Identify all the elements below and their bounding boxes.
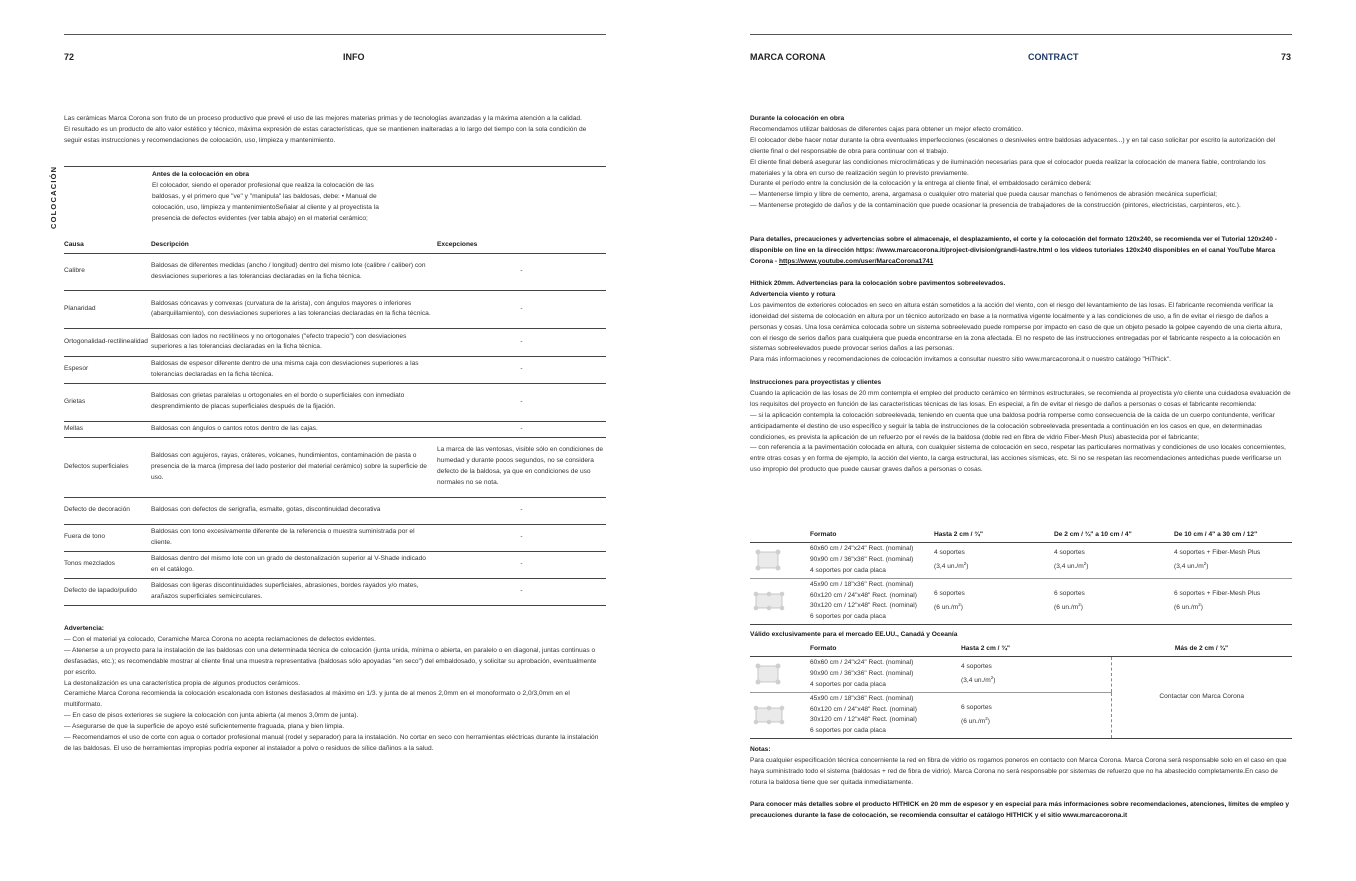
header-excepciones: Excepciones (437, 240, 606, 253)
cell-value: 4 soportes (3,4 $un./m^2$) (961, 656, 1111, 692)
cell-causa: Grietas (64, 383, 151, 421)
table-row (64, 290, 606, 328)
cell-excepciones: - (437, 497, 606, 524)
cell-causa: Ortogonalidad-rectilinealidad (64, 328, 151, 356)
instructions-line: — con referencia a la pavimentación colocada en altura, con cualquier sistema de colocación en seco, respetar las particulares normativas y condiciones de uso locales concernientes, entre otras cosas y en forma de ejemplo, la acción del viento, la carga estructural, las acciones sísmicas, etc. Si no se respetan las recomendaciones antedichas puede verificarse un uso impropio del producto que puede causar graves daños a personas o cosas. (750, 444, 1286, 474)
format-line: 90x90 cm / 36"x36" Rect. (nominal) (810, 669, 914, 677)
cell-value: 6 soportes (6 $un./m^2$) (1054, 578, 1174, 625)
instructions-line: — si la aplicación contempla la colocación sobreelevada, teniendo en cuenta que una baldosa podría romperse como consecuencia de la caída de un cuerpo contundente, verificar anticipadamente el destino de uso específico y seguir la tabla de instrucciones de la colocación sobreelevada presentada a continuación en los casos en que, en determinadas condiciones, es prevista la aplicación de un refuerzo por el revés de la baldosa (doble red en fibra de vidrio Fiber-Mesh Plus) abastecida por el fabricante; (750, 411, 1275, 441)
cell-excepciones: - (437, 383, 606, 421)
cell-value: 4 soportes (3,4 $un./m^2$) (1054, 542, 1174, 578)
warning-line: — Asegurarse de que la superficie de apoyo esté suficientemente fraguada, plana y bien limpia. (64, 723, 345, 731)
header-10-30cm: De 10 cm / 4" a 30 cm / 12" (1174, 530, 1292, 542)
format-line: 4 soportes por cada placa (810, 680, 886, 688)
cell-excepciones: - (437, 524, 606, 551)
hithick-title: Hithick 20mm. Advertencias para la colocación sobre pavimentos sobreelevados. (750, 280, 1006, 287)
table-row (750, 656, 1292, 692)
cell-descripcion: Baldosas cóncavas y convexas (curvatura de la arista), con ángulos mayores o inferiores (abarquillamiento), con desviaciones superiores a las tolerancias declaradas en la ficha técnica. (151, 290, 437, 328)
rectangular-tile-icon (752, 590, 786, 612)
header-2-10cm: De 2 cm / ¾" a 10 cm / 4" (1054, 530, 1174, 542)
table-row (64, 328, 606, 356)
header-hasta-2cm: Hasta 2 cm / ¾" (961, 644, 1111, 656)
cell-value: 4 soportes + Fiber-Mesh Plus (3,4 $un./m^2$) (1174, 542, 1292, 578)
header-mas-2cm: Más de 2 cm / ¾" (1111, 644, 1292, 656)
during-block (750, 114, 1292, 212)
section-title: INFO (343, 52, 365, 62)
cell-causa: Espesor (64, 356, 151, 383)
cell-value: 6 soportes + Fiber-Mesh Plus (6 $un./m^2$) (1174, 578, 1292, 625)
table-row (64, 383, 606, 421)
cell-causa: Defectos superficiales (64, 437, 151, 497)
brand-name: MARCA CORONA (750, 52, 826, 62)
cell-excepciones: - (437, 253, 606, 290)
notes-text: Para cualquier especificación técnica concerniente la red en fibra de vidrio os rogamos poneros en contacto con Marca Corona. Marca Corona será responsable solo en el caso en que haya suministrado todo el sistema (baldosas + red de fibra de vidrio). Marca Corona no será responsable por sistemas de refuerzo que no ha abastecido completamente.En caso de rotura la baldosa tiene que ser quitada inmediatamente. (750, 756, 1287, 786)
format-line: 45x90 cm / 18"x36" Rect. (nominal) (810, 694, 914, 702)
warning-line: — Atenerse a un proyecto para la instalación de las baldosas con una determinada técnica de colocación (junta unida, mínima o abierta, en paralelo o en diagonal, juntas continuas o desfasadas, etc.); es recomendable mostrar al cliente final una muestra representativa (baldosas sólo apoyadas "en seco") del embaldosado, y solicitar su aprobación, eventualmente por escrito. (64, 646, 597, 676)
table-row (64, 551, 606, 578)
warning-line: — Con el material ya colocado, Ceramiche Marca Corona no acepta reclamaciones de defectos evidentes. (64, 635, 376, 643)
warning-block (64, 624, 606, 755)
header-formato: Formato (810, 644, 961, 656)
intro-paragraph: El resultado es un producto de alto valor estético y técnico, máxima expresión de estas características, que se mantienen inalteradas a lo largo del tiempo con la sola condición de seguir estas instrucciones y recomendaciones de colocación, uso, limpieza y mantenimiento. (64, 125, 587, 144)
cell-descripcion: Baldosas con grietas paralelas u ortogonales en el bordo o superficiales con inmediato desprendimiento de placas superficiales después de la fijación. (151, 383, 437, 421)
square-tile-icon (752, 663, 786, 685)
cell-causa: Mellas (64, 421, 151, 437)
notes-title: Notas: (750, 746, 771, 753)
table-header-row (750, 644, 1292, 656)
contact-cell: Contactar con Marca Corona (1111, 656, 1292, 738)
cell-descripcion: Baldosas con tono excesivamente diferente de la referencia o muestra suministrada por el cliente. (151, 524, 437, 551)
table-header-row (64, 240, 606, 253)
cell-descripcion: Baldosas con agujeros, rayas, cráteres, volcanes, hundimientos, contaminación de pasta o presencia de la marca (impresa del lado posterior del material cerámico) sobre la superficie de uso. (151, 437, 437, 497)
tile-diagram (750, 542, 810, 578)
final-note: Para conocer más detalles sobre el producto HITHICK en 20 mm de espesor y en especial para más informaciones sobre recomendaciones, atenciones, límites de empleo y precauciones durante la fase de colocación, se recomienda consultar el catálogo HITHICK y el sitio www.marcacorona.it (750, 801, 1290, 819)
hithick-block (750, 279, 1292, 366)
intro-text (64, 114, 606, 147)
format-list (810, 692, 961, 739)
cell-causa: Calibre (64, 253, 151, 290)
cell-excepciones: - (437, 328, 606, 356)
top-rule (750, 34, 1292, 35)
details-paragraph (750, 235, 1284, 268)
table-row (64, 578, 606, 605)
instructions-block (750, 378, 1292, 476)
format-list (810, 656, 961, 692)
format-line: 6 soportes por cada placa (810, 727, 886, 735)
wind-title: Advertencia viento y rotura (750, 290, 836, 298)
format-line: 30x120 cm / 12"x48" Rect. (nominal) (810, 602, 917, 610)
cell-excepciones: - (437, 551, 606, 578)
cell-causa: Defecto de lapado/pulido (64, 578, 151, 605)
during-line: Durante el período entre la conclusión de la colocación y la entrega al cliente final, el embaldosado cerámico deberá: (750, 180, 1092, 188)
cell-causa: Defecto de decoración (64, 497, 151, 524)
us-market-table (750, 644, 1292, 739)
youtube-link[interactable]: https://www.youtube.com/user/MarcaCorona1741 (778, 257, 934, 265)
during-line: — Mantenerse limpio y libre de cemento, arena, argamasa o cualquier otro material que pueda causar manchas o fenómenos de abrasión mecánica superficial; (750, 191, 1217, 199)
cell-value: 4 soportes (3,4 $un./m^2$) (934, 542, 1054, 578)
format-line: 90x90 cm / 36"x36" Rect. (nominal) (810, 555, 914, 563)
cell-excepciones: - (437, 578, 606, 605)
during-line: Recomendamos utilizar baldosas de diferentes cajas para obtener un mejor efecto cromático. (750, 125, 1024, 133)
during-line: El colocador debe hacer notar durante la obra eventuales imperfecciones (escalones o desniveles entre baldosas adyacentes...) y en tal caso solicitar por escrito la autorización del cliente final o del responsable de obra para continuar con el trabajo. (750, 136, 1276, 155)
table-row (750, 692, 1292, 739)
tile-diagram (750, 692, 810, 739)
header-descripcion: Descripción (151, 240, 437, 253)
table-row (64, 253, 606, 290)
before-text: El colocador, siendo el operador profesional que realiza la colocación de las baldosas, y el primero que "ve" y "manipula" las baldosas, debe: • Manual de colocación, uso, limpieza y mantenimientoSeñalar al cliente y al proyectista la presencia de defectos evidentes (ver tabla abajo) en el material cerámico; (152, 181, 379, 222)
tile-diagram (750, 656, 810, 692)
during-line: El cliente final deberá asegurar las condiciones microclimáticas y de iluminación necesarias para que el colocador pueda realizar la colocación de manera fiable, controlando los materiales y la obra en curso de realización según lo previsto previamente. (750, 158, 1266, 177)
divider (64, 166, 606, 167)
cell-excepciones: - (437, 421, 606, 437)
header-hasta-2cm: Hasta 2 cm / ¾" (934, 530, 1054, 542)
warning-title: Advertencia: (64, 625, 104, 632)
cell-descripcion: Baldosas de diferentes medidas (ancho / longitud) dentro del mismo lote (calibre / caliber) con desviaciones superiores a las tolerancias declaradas en la ficha técnica. (151, 253, 437, 290)
table-row (64, 421, 606, 437)
page-number: 72 (64, 52, 75, 62)
header-formato: Formato (810, 530, 934, 542)
square-tile-icon (752, 549, 786, 571)
format-line: 4 soportes por cada placa (810, 566, 886, 574)
format-line: 45x90 cm / 18"x36" Rect. (nominal) (810, 580, 914, 588)
cell-descripcion: Baldosas con defectos de serigrafía, esmalte, gotas, discontinuidad decorativa (151, 497, 437, 524)
rectangular-tile-icon (752, 704, 786, 726)
format-line: 60x60 cm / 24"x24" Rect. (nominal) (810, 658, 914, 666)
table-row (64, 497, 606, 524)
before-installation-block (152, 170, 394, 225)
cell-descripcion: Baldosas dentro del mismo lote con un grado de destonalización superior al V-Shade indicado en el catálogo. (151, 551, 437, 578)
table-row (64, 356, 606, 383)
warning-line: La destonalización es una característica propia de algunos productos cerámicos. (64, 679, 301, 687)
before-title: Antes de la colocación en obra (152, 171, 250, 178)
format-line: 60x120 cm / 24"x48" Rect. (nominal) (810, 705, 917, 713)
supports-table (750, 530, 1292, 625)
table-row (64, 524, 606, 551)
cell-causa: Planaridad (64, 290, 151, 328)
cell-causa: Fuera de tono (64, 524, 151, 551)
format-line: 60x60 cm / 24"x24" Rect. (nominal) (810, 544, 914, 552)
cell-value: 6 soportes (6 $un./m^2$) (961, 692, 1111, 739)
cell-excepciones: - (437, 356, 606, 383)
warning-line: — En caso de pisos exteriores se sugiere la colocación con junta abierta (al menos 3,0mm de junta). (64, 712, 359, 720)
header-causa: Causa (64, 240, 151, 253)
cell-descripcion: Baldosas con ligeras discontinuidades superficiales, abrasiones, bordes rayados y/o mates, arañazos superficiales semicirculares. (151, 578, 437, 605)
defects-table (64, 240, 606, 606)
page-number: 73 (1281, 52, 1292, 62)
format-line: 60x120 cm / 24"x48" Rect. (nominal) (810, 591, 917, 599)
cell-descripcion: Baldosas de espesor diferente dentro de una misma caja con desviaciones superiores a las tolerancias declaradas en la ficha técnica. (151, 356, 437, 383)
table-header-row (750, 530, 1292, 542)
during-title: Durante la colocación en obra (750, 115, 845, 122)
format-list (810, 542, 934, 578)
intro-paragraph: Las cerámicas Marca Corona son fruto de un proceso productivo que prevé el uso de las mejores materias primas y de tecnologías avanzadas y la máxima atención a la calidad. (64, 115, 582, 122)
top-rule (64, 34, 606, 35)
cell-causa: Tonos mezclados (64, 551, 151, 578)
format-line: 30x120 cm / 12"x48" Rect. (nominal) (810, 716, 917, 724)
table-row (64, 437, 606, 497)
instructions-title: Instrucciones para proyectistas y clientes (750, 379, 882, 386)
cell-excepciones: - (437, 290, 606, 328)
tile-diagram (750, 578, 810, 625)
format-list (810, 578, 934, 625)
cell-descripcion: Baldosas con ángulos o cantos rotos dentro de las cajas. (151, 421, 437, 437)
wind-line: Los pavimentos de exteriores colocados en seco en altura están sometidos a la acción del viento, con el riesgo del levantamiento de las losas. El fabricante recomienda verificar la idoneidad del sistema de colocación en altura por un técnico autorizado en base a la normativa vigente localmente y a las condiciones de uso, a fin de evitar el riesgo de daños a personas y cosas. Una losa cerámica colocada sobre un sistema sobreelevado puede romperse por impacto en caso de que un objeto pesado la golpee cayendo de una cierta altura, con el riesgo de serios daños para cualquiera que pueda encontrarse en la zona afectada. El no respeto de las instrucciones entregadas por el fabricante respecto a la colocación en sistemas sobreelevados puede provocar serios daños a las personas. (750, 301, 1283, 353)
warning-line: — Recomendamos el uso de corte con agua o cortador profesional manual (rodel y separador) para la instalación. No cortar en seco con herramientas eléctricas durante la instalación de las baldosas. El uso de herramientas impropias podría exponer al instalador a polvo o residuos de sílice dañinos a la salud. (64, 734, 599, 752)
market-title: Válido exclusivamente para el mercado EE.UU., Canadá y Oceanía (750, 631, 958, 638)
table-row (750, 542, 1292, 578)
instructions-line: Cuando la aplicación de las losas de 20 mm contempla el empleo del producto cerámico en términos estructurales, se recomienda al proyectista y/o cliente una cuidadosa evaluación de los requisitos del proyecto en función de las características técnicas de las losas. En especial, a fin de evitar el riesgo de daños a personas o cosas el fabricante recomienda: (750, 389, 1291, 408)
details-text: Para detalles, precauciones y advertencias sobre el almacenaje, el desplazamiento, el corte y la colocación del formato 120x240, se recomienda ver el Tutorial 120x240 -disponible on line en la dirección https: //www.marcacorona.it/project-division/grandi-lastre.html o los videos tutoriales 120x240 disponibles en el canal YouTube Marca Corona - (750, 236, 1277, 265)
warning-line: Ceramiche Marca Corona recomienda la colocación escalonada con listones desfasados al máximo en 1/3. y junta de al menos 2,0mm en el monoformato o 2,0/3,0mm en el multiformato. (64, 690, 570, 709)
format-line: 6 soportes por cada placa (810, 613, 886, 621)
vertical-section-label: COLOCACIÓN (49, 165, 58, 229)
table-row (750, 578, 1292, 625)
section-title: CONTRACT (1028, 52, 1079, 62)
cell-value: 6 soportes (6 $un./m^2$) (934, 578, 1054, 625)
cell-descripcion: Baldosas con lados no rectilíneos y no ortogonales ("efecto trapecio") con desviaciones superiores a las tolerancias declaradas en la ficha técnica. (151, 328, 437, 356)
during-line: — Mantenerse protegido de daños y de la contaminación que puede ocasionar la presencia de trabajadores de la construcción (pintores, electricistas, carpinteros, etc.). (750, 202, 1241, 210)
wind-line: Para más informaciones y recomendaciones de colocación invitamos a consultar nuestro sitio www.marcacorona.it o nuestro catálogo "HiThick". (750, 356, 1172, 364)
cell-excepciones: La marca de las ventosas, visible sólo en condiciones de humedad y durante pocos segundos, no se considera defecto de la baldosa, ya que en condiciones de uso normales no se nota. (437, 437, 606, 497)
notes-block (750, 745, 1292, 789)
